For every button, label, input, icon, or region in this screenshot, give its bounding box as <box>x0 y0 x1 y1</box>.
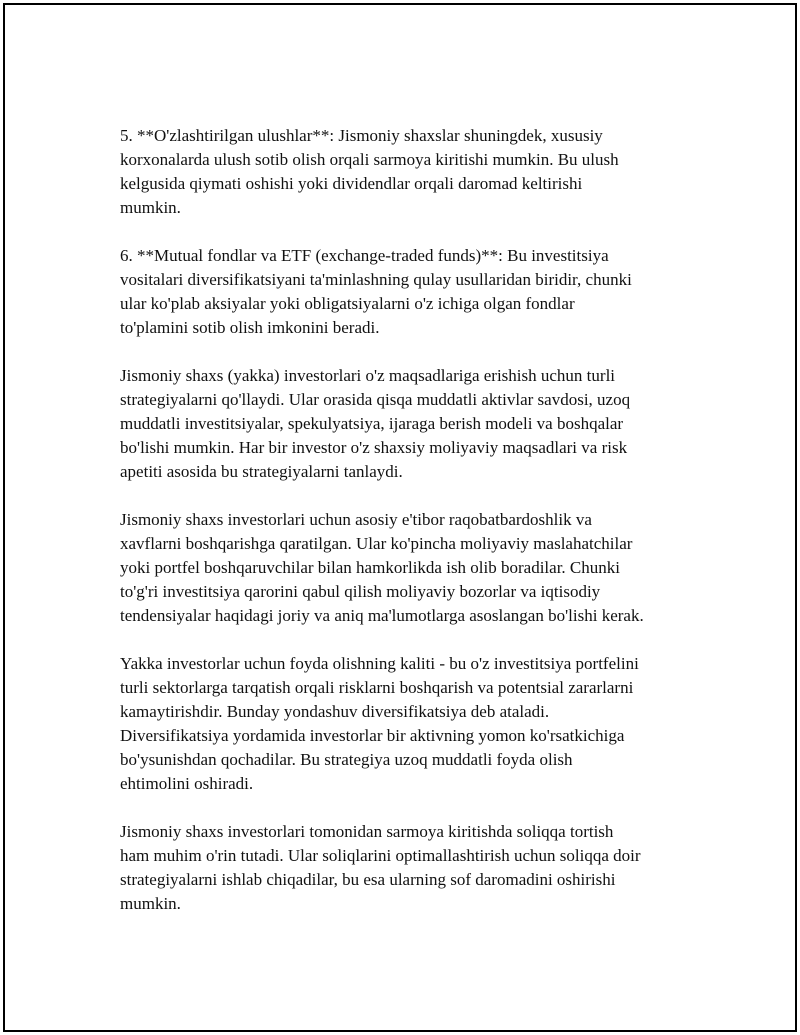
page-frame <box>3 3 797 1032</box>
paragraph-mutual-funds-etf: 6. **Mutual fondlar va ETF (exchange-traded funds)**: Bu investitsiya vositalari diversifikatsiyani ta'minlashning qulay usullaridan biridir, chunki ular ko'plab aksiyalar yoki obligatsiyalarni o'z ichiga olgan fondlar to'plamini sotib olish imkonini beradi. <box>120 246 632 337</box>
paragraph-owned-shares: 5. **O'zlashtirilgan ulushlar**: Jismoniy shaxslar shuningdek, xususiy korxonalarda ulush sotib olish orqali sarmoya kiritishi mumkin. Bu ulush kelgusida qiymati oshishi yoki dividendlar orqali daromad keltirishi mumkin. <box>120 126 619 217</box>
document-body <box>120 124 695 940</box>
paragraph-risk-management: Jismoniy shaxs investorlari uchun asosiy e'tibor raqobatbardoshlik va xavflarni boshqarishga qaratilgan. Ular ko'pincha moliyaviy maslahatchilar yoki portfel boshqaruvchilar bilan hamkorlikda ish olib boradilar. Chunki to'g'ri investitsiya qarorini qabul qilish moliyaviy bozorlar va iqtisodiy tendensiyalar haqidagi joriy va aniq ma'lumotlarga asoslangan bo'lishi kerak. <box>120 510 644 625</box>
paragraph-diversification: Yakka investorlar uchun foyda olishning kaliti - bu o'z investitsiya portfelini turli sektorlarga tarqatish orqali risklarni boshqarish va potentsial zararlarni kamaytirishdir. Bunday yondashuv diversifikatsiya deb ataladi. Diversifikatsiya yordamida investorlar bir aktivning yomon ko'rsatkichiga bo'ysunishdan qochadilar. Bu strategiya uzoq muddatli foyda olish ehtimolini oshiradi. <box>120 654 639 793</box>
paragraph-investor-strategies: Jismoniy shaxs (yakka) investorlari o'z maqsadlariga erishish uchun turli strategiyalarni qo'llaydi. Ular orasida qisqa muddatli aktivlar savdosi, uzoq muddatli investitsiyalar, spekulyatsiya, ijaraga berish modeli va boshqalar bo'lishi mumkin. Har bir investor o'z shaxsiy moliyaviy maqsadlari va risk apetiti asosida bu strategiyalarni tanlaydi. <box>120 366 631 481</box>
paragraph-taxation: Jismoniy shaxs investorlari tomonidan sarmoya kiritishda soliqqa tortish ham muhim o'rin tutadi. Ular soliqlarini optimallashtirish uchun soliqqa doir strategiyalarni ishlab chiqadilar, bu esa ularning sof daromadini oshirishi mumkin. <box>120 822 641 913</box>
